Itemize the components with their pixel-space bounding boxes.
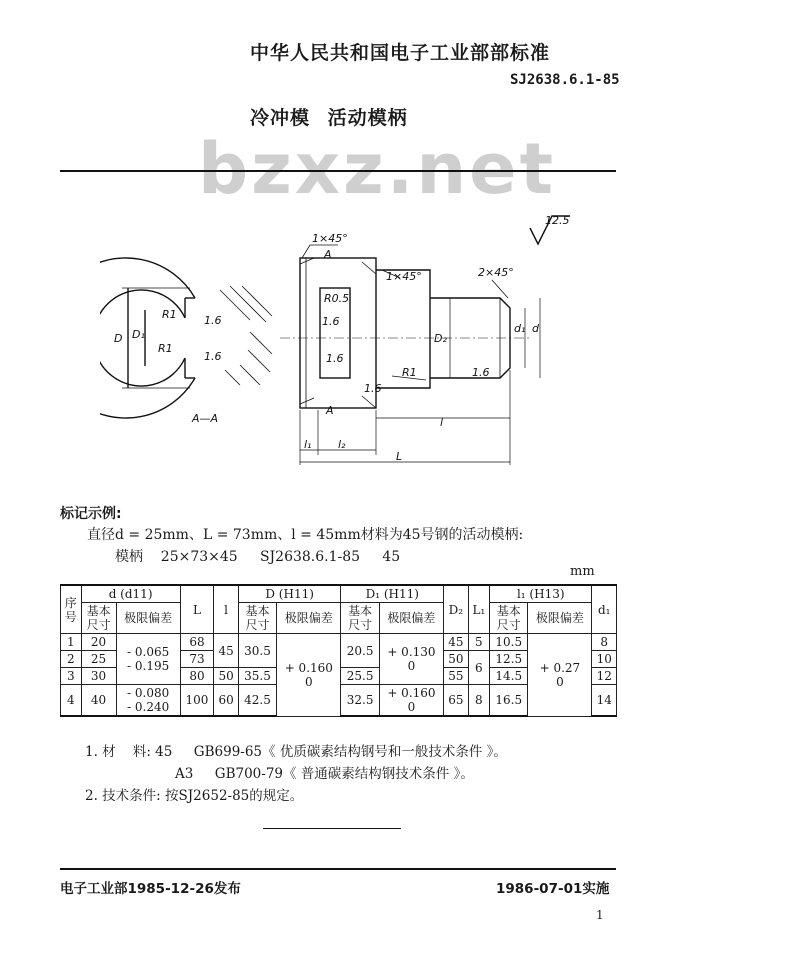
cell-D1-tol: + 0.160 0 xyxy=(379,685,443,717)
table-row xyxy=(61,634,617,651)
dimension-L-label: L xyxy=(396,450,403,463)
col-L: L xyxy=(180,585,214,634)
cell-l1: 10.5 xyxy=(490,634,528,651)
watermark: bzxz.net xyxy=(198,128,557,210)
cell-l1: 12.5 xyxy=(490,651,528,668)
standard-organization: 中华人民共和国电子工业部部标准 xyxy=(249,42,550,64)
marking-example-heading: 标记示例: xyxy=(60,506,122,522)
note-material-a3: A3 GB700-79《 普通碳素结构钢技术条件 》。 xyxy=(175,766,474,782)
effective-date: 1986-07-01实施 xyxy=(496,881,610,897)
radius-r1-label: R1 xyxy=(402,366,417,379)
cell-no: 3 xyxy=(61,668,82,685)
standard-code: SJ2638.6.1-85 xyxy=(510,72,620,88)
dimension-d2-label: D₂ xyxy=(434,332,447,345)
roughness-value: 12.5 xyxy=(545,214,570,227)
cell-l: 60 xyxy=(214,685,239,717)
dimension-l-label: l xyxy=(440,416,444,429)
cell-L: 68 xyxy=(180,634,214,651)
cell-D: 35.5 xyxy=(238,668,276,685)
col-basic: 基本 尺寸 xyxy=(81,603,116,634)
chamfer-end-label: 2×45° xyxy=(478,266,514,279)
col-basic: 基本 尺寸 xyxy=(238,603,276,634)
dimension-l1-label: l₁ xyxy=(304,438,312,451)
cell-D-tol: + 0.160 0 xyxy=(277,634,341,717)
dimension-D-label: D xyxy=(114,332,123,345)
datum-top-label: A xyxy=(324,248,332,261)
col-l: l xyxy=(214,585,239,634)
marking-example-description: 直径d = 25mm、L = 73mm、l = 45mm材料为45号钢的活动模柄: xyxy=(87,527,524,543)
footer-rule xyxy=(60,868,616,870)
cell-D1-tol: + 0.130 0 xyxy=(379,634,443,685)
cell-D2: 50 xyxy=(444,651,469,668)
roughness-label: 1.6 xyxy=(322,315,340,328)
cell-d-tol: - 0.080 - 0.240 xyxy=(116,685,180,717)
cell-l1: 14.5 xyxy=(490,668,528,685)
note-technical-conditions: 2. 技术条件: 按SJ2652-85的规定。 xyxy=(85,788,304,804)
roughness-label: 1.6 xyxy=(364,382,382,395)
note-material-45: 1. 材 料: 45 GB699-65《 优质碳素结构钢号和一般技术条件 》。 xyxy=(85,744,507,760)
col-d: d (d11) xyxy=(81,585,180,603)
col-D2: D₂ xyxy=(444,585,469,634)
roughness-label: 1.6 xyxy=(204,350,222,363)
cell-D2: 45 xyxy=(444,634,469,651)
chamfer-shoulder-label: 1×45° xyxy=(386,270,422,283)
document-title: 冷冲模 活动模柄 xyxy=(250,107,408,129)
col-tol: 极限偏差 xyxy=(379,603,443,634)
roughness-label: 1.6 xyxy=(326,352,344,365)
technical-drawing xyxy=(100,200,640,480)
radius-r1-label: R1 xyxy=(162,308,177,321)
cell-L: 100 xyxy=(180,685,214,717)
col-d1: d₁ xyxy=(592,585,617,634)
cell-no: 1 xyxy=(61,634,82,651)
cell-D1: 32.5 xyxy=(341,685,379,717)
col-L1: L₁ xyxy=(468,585,489,634)
issue-date: 电子工业部1985-12-26发布 xyxy=(60,881,241,897)
dimension-D1-label: D₁ xyxy=(132,328,145,341)
cell-D2: 55 xyxy=(444,668,469,685)
col-seq: 序 号 xyxy=(61,585,82,634)
cell-d: 40 xyxy=(81,685,116,717)
cell-l1: 16.5 xyxy=(490,685,528,717)
roughness-label: 1.6 xyxy=(204,314,222,327)
cell-d1: 10 xyxy=(592,651,617,668)
cell-D1: 25.5 xyxy=(341,668,379,685)
cell-D: 42.5 xyxy=(238,685,276,717)
cell-d1: 14 xyxy=(592,685,617,717)
radius-inner-label: R0.5 xyxy=(324,292,350,305)
cell-l: 50 xyxy=(214,668,239,685)
col-tol: 极限偏差 xyxy=(528,603,592,634)
dimension-table xyxy=(60,584,617,717)
datum-bottom-label: A xyxy=(326,404,334,417)
unit-label: mm xyxy=(570,564,595,579)
col-D: D (H11) xyxy=(238,585,341,603)
col-basic: 基本 尺寸 xyxy=(341,603,379,634)
cell-no: 2 xyxy=(61,651,82,668)
cell-D1: 20.5 xyxy=(341,634,379,668)
cell-d: 25 xyxy=(81,651,116,668)
cell-L: 80 xyxy=(180,668,214,685)
col-basic: 基本 尺寸 xyxy=(490,603,528,634)
header-rule xyxy=(60,170,616,172)
section-label: A—A xyxy=(192,412,219,425)
cell-d1: 12 xyxy=(592,668,617,685)
cell-d-tol: - 0.065 - 0.195 xyxy=(116,634,180,685)
dimension-l2-label: l₂ xyxy=(338,438,346,451)
cell-l1-tol: + 0.27 0 xyxy=(528,634,592,717)
cell-L1: 8 xyxy=(468,685,489,717)
cell-L1: 5 xyxy=(468,634,489,651)
roughness-label: 1.6 xyxy=(472,366,490,379)
dimension-d1-label: d₁ xyxy=(514,322,526,335)
cell-D2: 65 xyxy=(444,685,469,717)
cell-D: 30.5 xyxy=(238,634,276,668)
cell-no: 4 xyxy=(61,685,82,717)
page-number: 1 xyxy=(596,908,604,922)
cell-L1: 6 xyxy=(468,651,489,685)
col-l1: l₁ (H13) xyxy=(490,585,592,603)
cell-L: 73 xyxy=(180,651,214,668)
cell-d: 20 xyxy=(81,634,116,651)
cell-l: 45 xyxy=(214,634,239,668)
col-tol: 极限偏差 xyxy=(116,603,180,634)
dimension-d-label: d xyxy=(532,322,539,335)
chamfer-top-label: 1×45° xyxy=(312,232,348,245)
cell-d: 30 xyxy=(81,668,116,685)
col-tol: 极限偏差 xyxy=(277,603,341,634)
cell-d1: 8 xyxy=(592,634,617,651)
radius-r1-label: R1 xyxy=(158,342,173,355)
col-D1: D₁ (H11) xyxy=(341,585,444,603)
marking-example-code: 模柄 25×73×45 SJ2638.6.1-85 45 xyxy=(115,549,401,565)
end-rule xyxy=(263,828,401,829)
